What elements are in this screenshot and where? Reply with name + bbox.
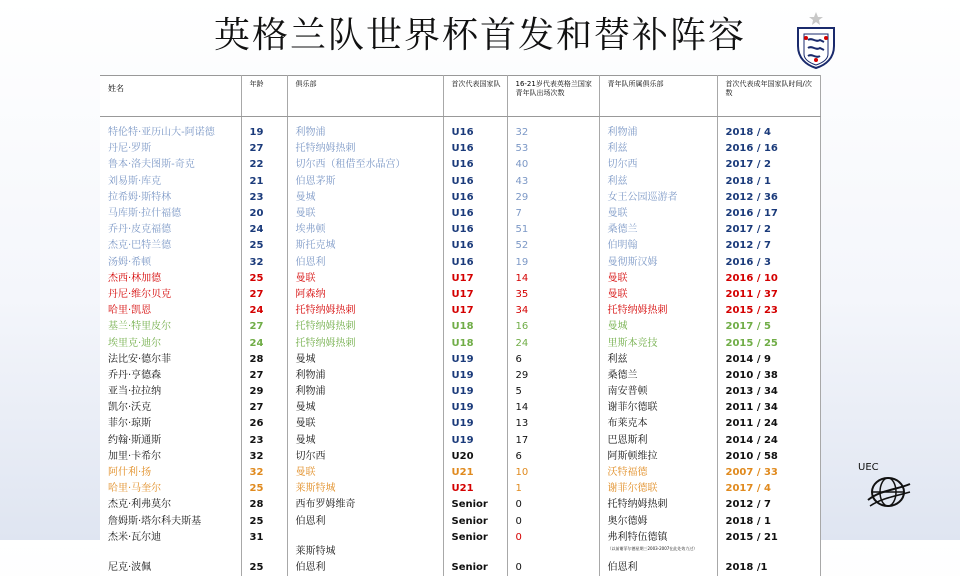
cell-name: 杰克·巴特兰德 xyxy=(100,238,241,254)
cell-caps: 19 xyxy=(507,255,599,271)
cell-caps: 10 xyxy=(507,465,599,481)
cell-age: 32 xyxy=(241,465,287,481)
cell-senior: 2007 / 33 xyxy=(717,465,820,481)
cell-first-team: U19 xyxy=(443,368,507,384)
cell-name: 哈里·马奎尔 xyxy=(100,481,241,497)
cell-name: 基兰·特里皮尔 xyxy=(100,319,241,335)
cell-club: 托特纳姆热刺 xyxy=(287,141,443,157)
table-row xyxy=(100,319,820,335)
cell-youth-club: 桑德兰 xyxy=(599,222,717,238)
cell-age: 21 xyxy=(241,174,287,190)
cell-name: 刘易斯·库克 xyxy=(100,174,241,190)
cell-caps: 13 xyxy=(507,416,599,432)
cell-age: 31 xyxy=(241,530,287,560)
cell-age: 25 xyxy=(241,238,287,254)
col-header-youth-club: 青年队所属俱乐部 xyxy=(599,76,717,117)
cell-age: 27 xyxy=(241,319,287,335)
cell-caps: 29 xyxy=(507,368,599,384)
cell-club: 利物浦 xyxy=(287,125,443,141)
cell-senior: 2010 / 58 xyxy=(717,449,820,465)
cell-youth-club: 曼联 xyxy=(599,206,717,222)
table-row xyxy=(100,303,820,319)
roster-table xyxy=(100,75,821,576)
cell-senior: 2017 / 5 xyxy=(717,319,820,335)
cell-age: 27 xyxy=(241,287,287,303)
cell-first-team: U20 xyxy=(443,449,507,465)
cell-first-team: U21 xyxy=(443,481,507,497)
cell-caps: 14 xyxy=(507,271,599,287)
cell-senior: 2015 / 21 xyxy=(717,530,820,560)
cell-senior: 2016 / 16 xyxy=(717,141,820,157)
cell-caps: 6 xyxy=(507,449,599,465)
table-row xyxy=(100,400,820,416)
table-row xyxy=(100,222,820,238)
cell-senior: 2012 / 7 xyxy=(717,238,820,254)
cell-caps: 35 xyxy=(507,287,599,303)
col-header-u21-caps: 16-21岁代表英格兰国家青年队出场次数 xyxy=(507,76,599,117)
cell-club: 莱斯特城 xyxy=(287,530,443,560)
cell-age: 24 xyxy=(241,335,287,351)
cell-first-team: U16 xyxy=(443,174,507,190)
cell-youth-club: 曼联 xyxy=(599,271,717,287)
cell-first-team: U19 xyxy=(443,416,507,432)
cell-name: 凯尔·沃克 xyxy=(100,400,241,416)
cell-name: 阿什利·扬 xyxy=(100,465,241,481)
cell-first-team: U16 xyxy=(443,157,507,173)
cell-youth-club: 布莱克本 xyxy=(599,416,717,432)
cell-age: 27 xyxy=(241,368,287,384)
table-row xyxy=(100,384,820,400)
cell-caps: 14 xyxy=(507,400,599,416)
cell-name: 乔丹·皮克福德 xyxy=(100,222,241,238)
cell-name: 菲尔·琼斯 xyxy=(100,416,241,432)
cell-youth-club: 曼彻斯汉姆 xyxy=(599,255,717,271)
cell-youth-club: 曼联 xyxy=(599,287,717,303)
cell-name: 鲁本·洛夫图斯-奇克 xyxy=(100,157,241,173)
cell-first-team: U17 xyxy=(443,271,507,287)
cell-first-team: U18 xyxy=(443,335,507,351)
cell-age: 25 xyxy=(241,481,287,497)
cell-caps: 24 xyxy=(507,335,599,351)
cell-senior: 2015 / 23 xyxy=(717,303,820,319)
cell-senior: 2016 / 10 xyxy=(717,271,820,287)
cell-youth-club: 谢菲尔德联 xyxy=(599,400,717,416)
cell-club: 莱斯特城 xyxy=(287,481,443,497)
table-row xyxy=(100,206,820,222)
cell-name: 丹尼·维尔贝克 xyxy=(100,287,241,303)
cell-club: 利物浦 xyxy=(287,368,443,384)
cell-senior: 2011 / 24 xyxy=(717,416,820,432)
cell-age: 26 xyxy=(241,416,287,432)
cell-name: 哈里·凯恩 xyxy=(100,303,241,319)
cell-name: 约翰·斯通斯 xyxy=(100,433,241,449)
cell-youth-club: 巴恩斯利 xyxy=(599,433,717,449)
table-row xyxy=(100,416,820,432)
cell-youth-club: 伯恩利 xyxy=(599,560,717,576)
cell-first-team: Senior xyxy=(443,497,507,513)
cell-youth-club: 托特纳姆热刺 xyxy=(599,303,717,319)
uec-globe-icon xyxy=(866,474,912,512)
cell-age: 24 xyxy=(241,222,287,238)
col-header-first-senior: 首次代表成年国家队时间/次数 xyxy=(717,76,820,117)
cell-club: 曼联 xyxy=(287,465,443,481)
cell-club: 托特纳姆热刺 xyxy=(287,303,443,319)
cell-caps: 40 xyxy=(507,157,599,173)
cell-first-team: U17 xyxy=(443,287,507,303)
table-row xyxy=(100,255,820,271)
cell-name: 汤姆·希顿 xyxy=(100,255,241,271)
cell-caps: 32 xyxy=(507,125,599,141)
cell-first-team: U19 xyxy=(443,400,507,416)
cell-club: 伯恩茅斯 xyxy=(287,174,443,190)
cell-name: 埃里克·迪尔 xyxy=(100,335,241,351)
cell-caps: 0 xyxy=(507,530,599,560)
col-header-club: 俱乐部 xyxy=(287,76,443,117)
cell-caps: 52 xyxy=(507,238,599,254)
cell-caps: 0 xyxy=(507,560,599,576)
cell-age: 25 xyxy=(241,271,287,287)
cell-caps: 43 xyxy=(507,174,599,190)
spacer-row xyxy=(100,117,820,126)
cell-caps: 1 xyxy=(507,481,599,497)
cell-club: 利物浦 xyxy=(287,384,443,400)
cell-age: 25 xyxy=(241,560,287,576)
cell-first-team: U16 xyxy=(443,125,507,141)
cell-club: 伯恩利 xyxy=(287,560,443,576)
cell-senior: 2017 / 2 xyxy=(717,157,820,173)
england-crest-icon xyxy=(792,10,840,70)
cell-senior: 2016 / 3 xyxy=(717,255,820,271)
cell-age: 32 xyxy=(241,449,287,465)
cell-caps: 5 xyxy=(507,384,599,400)
cell-first-team: U16 xyxy=(443,141,507,157)
col-header-first-youth-team: 首次代表国家队 xyxy=(443,76,507,117)
cell-club: 托特纳姆热刺 xyxy=(287,319,443,335)
cell-senior: 2015 / 25 xyxy=(717,335,820,351)
cell-youth-club: 奥尔德姆 xyxy=(599,514,717,530)
cell-senior: 2017 / 2 xyxy=(717,222,820,238)
cell-youth-club: 女王公园巡游者 xyxy=(599,190,717,206)
col-header-name: 姓名 xyxy=(100,76,241,117)
cell-club: 曼联 xyxy=(287,416,443,432)
cell-youth-club: 托特纳姆热刺 xyxy=(599,497,717,513)
cell-age: 19 xyxy=(241,125,287,141)
cell-caps: 34 xyxy=(507,303,599,319)
cell-first-team: U16 xyxy=(443,222,507,238)
cell-caps: 0 xyxy=(507,497,599,513)
cell-club: 曼城 xyxy=(287,190,443,206)
cell-name: 拉希姆·斯特林 xyxy=(100,190,241,206)
cell-first-team: U21 xyxy=(443,465,507,481)
cell-age: 23 xyxy=(241,433,287,449)
uec-label: UEC xyxy=(858,462,879,473)
cell-age: 24 xyxy=(241,303,287,319)
cell-caps: 6 xyxy=(507,352,599,368)
cell-age: 23 xyxy=(241,190,287,206)
cell-name: 詹姆斯·塔尔科夫斯基 xyxy=(100,514,241,530)
cell-age: 27 xyxy=(241,141,287,157)
cell-senior: 2014 / 9 xyxy=(717,352,820,368)
table-row xyxy=(100,174,820,190)
cell-age: 28 xyxy=(241,497,287,513)
cell-club: 曼城 xyxy=(287,352,443,368)
cell-senior: 2018 / 1 xyxy=(717,174,820,190)
table-row xyxy=(100,481,820,497)
table-row xyxy=(100,514,820,530)
cell-name: 杰米·瓦尔迪 xyxy=(100,530,241,560)
cell-name: 乔丹·亨德森 xyxy=(100,368,241,384)
table-row xyxy=(100,352,820,368)
cell-name: 加里·卡希尔 xyxy=(100,449,241,465)
cell-club: 伯恩利 xyxy=(287,255,443,271)
cell-youth-club: 曼城 xyxy=(599,319,717,335)
cell-caps: 7 xyxy=(507,206,599,222)
cell-caps: 53 xyxy=(507,141,599,157)
table-row xyxy=(100,271,820,287)
cell-name: 杰克·利弗莫尔 xyxy=(100,497,241,513)
cell-first-team: U16 xyxy=(443,206,507,222)
cell-age: 22 xyxy=(241,157,287,173)
cell-club: 伯恩利 xyxy=(287,514,443,530)
cell-first-team: U19 xyxy=(443,433,507,449)
cell-club: 阿森纳 xyxy=(287,287,443,303)
cell-senior: 2018 /1 xyxy=(717,560,820,576)
table-row xyxy=(100,141,820,157)
cell-first-team: U19 xyxy=(443,352,507,368)
cell-age: 27 xyxy=(241,400,287,416)
table-row xyxy=(100,497,820,513)
cell-age: 25 xyxy=(241,514,287,530)
cell-senior: 2018 / 1 xyxy=(717,514,820,530)
cell-age: 20 xyxy=(241,206,287,222)
cell-youth-club: 利兹 xyxy=(599,352,717,368)
cell-senior: 2016 / 17 xyxy=(717,206,820,222)
table-row xyxy=(100,465,820,481)
cell-age: 28 xyxy=(241,352,287,368)
cell-name: 尼克·波佩 xyxy=(100,560,241,576)
cell-youth-club: 南安普顿 xyxy=(599,384,717,400)
cell-youth-club: 伯明翰 xyxy=(599,238,717,254)
cell-first-team: Senior xyxy=(443,530,507,560)
table-row xyxy=(100,368,820,384)
cell-club: 斯托克城 xyxy=(287,238,443,254)
cell-age: 29 xyxy=(241,384,287,400)
cell-name: 法比安·德尔菲 xyxy=(100,352,241,368)
cell-first-team: U16 xyxy=(443,238,507,254)
cell-caps: 16 xyxy=(507,319,599,335)
cell-youth-club: 利兹 xyxy=(599,141,717,157)
cell-name: 特伦特·亚历山大-阿诺德 xyxy=(100,125,241,141)
cell-youth-club: 阿斯顿维拉 xyxy=(599,449,717,465)
cell-name: 马库斯·拉什福德 xyxy=(100,206,241,222)
col-header-age: 年龄 xyxy=(241,76,287,117)
table-row xyxy=(100,560,820,576)
cell-club: 托特纳姆热刺 xyxy=(287,335,443,351)
cell-senior: 2014 / 24 xyxy=(717,433,820,449)
cell-senior: 2011 / 37 xyxy=(717,287,820,303)
cell-caps: 0 xyxy=(507,514,599,530)
youth-club-note: （以前谢菲尔德星期三2003-2007在此处效力过） xyxy=(607,545,698,551)
cell-youth-club: 谢菲尔德联 xyxy=(599,481,717,497)
cell-youth-club: 沃特福德 xyxy=(599,465,717,481)
cell-club: 曼联 xyxy=(287,206,443,222)
cell-first-team: U17 xyxy=(443,303,507,319)
table-row xyxy=(100,125,820,141)
cell-club: 切尔西 xyxy=(287,449,443,465)
cell-first-team: Senior xyxy=(443,514,507,530)
cell-club: 曼联 xyxy=(287,271,443,287)
cell-first-team: U19 xyxy=(443,384,507,400)
cell-youth-club: 弗利特伍德镇 （以前谢菲尔德星期三2003-2007在此处效力过） xyxy=(599,530,717,560)
table-row xyxy=(100,287,820,303)
cell-senior: 2011 / 34 xyxy=(717,400,820,416)
cell-youth-club: 利物浦 xyxy=(599,125,717,141)
cell-club: 埃弗顿 xyxy=(287,222,443,238)
cell-senior: 2013 / 34 xyxy=(717,384,820,400)
table-row xyxy=(100,190,820,206)
table-row xyxy=(100,433,820,449)
cell-club: 曼城 xyxy=(287,433,443,449)
cell-first-team: U18 xyxy=(443,319,507,335)
cell-name: 亚当·拉拉纳 xyxy=(100,384,241,400)
cell-senior: 2017 / 4 xyxy=(717,481,820,497)
table-row xyxy=(100,335,820,351)
cell-youth-club: 切尔西 xyxy=(599,157,717,173)
cell-first-team: U16 xyxy=(443,255,507,271)
table-row xyxy=(100,157,820,173)
cell-name: 杰西·林加德 xyxy=(100,271,241,287)
cell-youth-club: 里斯本竞技 xyxy=(599,335,717,351)
table-row xyxy=(100,530,820,560)
cell-club: 切尔西（租借至水晶宫） xyxy=(287,157,443,173)
cell-club: 西布罗姆维奇 xyxy=(287,497,443,513)
cell-senior: 2012 / 36 xyxy=(717,190,820,206)
table-header-row xyxy=(100,76,820,117)
cell-caps: 51 xyxy=(507,222,599,238)
cell-senior: 2018 / 4 xyxy=(717,125,820,141)
table-row xyxy=(100,238,820,254)
cell-youth-club: 利兹 xyxy=(599,174,717,190)
table-row xyxy=(100,449,820,465)
cell-age: 32 xyxy=(241,255,287,271)
cell-first-team: Senior xyxy=(443,560,507,576)
page-title: 英格兰队世界杯首发和替补阵容 xyxy=(213,15,746,56)
cell-first-team: U16 xyxy=(443,190,507,206)
cell-name: 丹尼·罗斯 xyxy=(100,141,241,157)
cell-senior: 2012 / 7 xyxy=(717,497,820,513)
cell-caps: 29 xyxy=(507,190,599,206)
cell-youth-club: 桑德兰 xyxy=(599,368,717,384)
cell-club: 曼城 xyxy=(287,400,443,416)
cell-senior: 2010 / 38 xyxy=(717,368,820,384)
cell-caps: 17 xyxy=(507,433,599,449)
